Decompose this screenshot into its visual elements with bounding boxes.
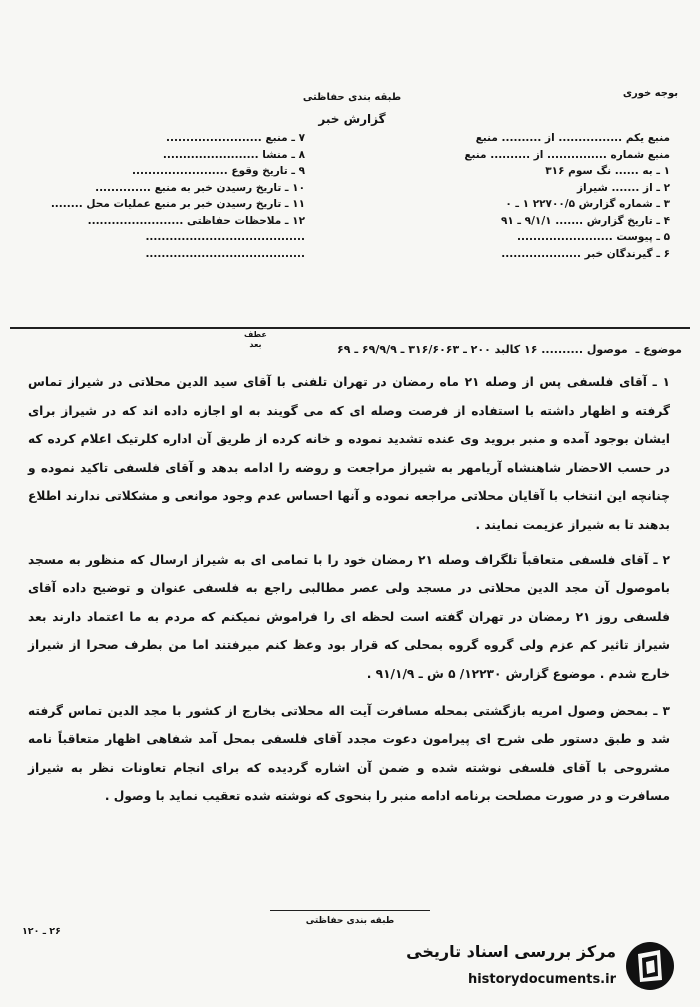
info-left-row: ۸ ـ منشا ........................ [162, 148, 305, 161]
reference-mark-top: عطف [244, 330, 267, 339]
info-right-row: ۴ ـ تاریخ گزارش ....... ۹/۱/۱ ـ ۹۱ [500, 214, 670, 227]
archive-logo-icon [624, 940, 676, 992]
report-body [28, 368, 670, 811]
info-right-row: منبع یکم ................ از .......... منبع [475, 132, 670, 144]
footer-classification: طبقه بندی حفاظتی [305, 916, 395, 926]
security-office-label: طبقه بندی حفاظتی [302, 92, 402, 103]
info-left-row: ۱۲ ـ ملاحظات حفاظتی ........................ [87, 214, 305, 227]
header-divider [10, 327, 690, 329]
report-title: گزارش خبر [318, 112, 386, 126]
paragraph-1: ۱ ـ آقای فلسفی پس از وصله ۲۱ ماه رمضان در تهران تلفنی با آقای سید الدین محلاتی در شیراز تماس گرفته و اظهار داشته با استفاده از فرصت وصله ای که می گویند به او اجازه داده اند که در شیراز برای ایشان بوجود آمده و منبر بروید وی عنده تشدید نموده و خانه کرده از طریق آن اداره کلرتیک اعلام کرده که در حسب الاحضار شاهنشاه آریامهر به شیراز مراجعت و روضه را ادامه بدهد و آقای فلسفی تاکید نموده و چنانچه این انتخاب با آقایان محلاتی مراجعه نموده و آنها احساس عدم وجود موانعی و مشکلاتی ندارند اطلاع بدهند تا به شیراز عزیمت نمایند . [28, 375, 670, 532]
paragraph-2: ۲ ـ آقای فلسفی متعاقباً تلگراف وصله ۲۱ رمضان خود را با تمامی ای به شیراز ارسال که منظور به مسجد باموصول آن مجد الدین محلاتی در مسجد ولی عصر مطالبی راجع به فلسفی عنوان و توضیح داده آقای فلسفی روز ۲۱ رمضان در تهران گفته است لحظه ای را فراموش نمیکنم که مردم به ما اعتماد دارند بعد شیراز تاثیر کم عزم ولی گروه گروه بمحلی که قرار بود وعظ کنم میرفتند اما من بطرف صحرا از شیراز خارج شدم . موضوع گزارش ۱۲۲۳۰/ ۵ ش ـ ۹۱/۱/۹ . [28, 552, 670, 681]
paragraph-3: ۳ ـ بمحض وصول امریه بازگشتی بمحله مسافرت آیت اله محلاتی بخارج از کشور با مجد الدین تماس گرفته شد و طبق دستور طی شرح ای پیرامون دعوت مجدد آقای فلسفی بمحل آمد شفاهی اظهار متعاقباً نامه مشروحی با آقای فلسفی نوشته شده و ضمن آن اشاره گردیده که برای انجام تعاونات نظر به شیراز مسافرت و در صورت مصلحت برنامه ادامه منبر را بنحوی که نوشته شده تعقیب نماید با وصول . [28, 703, 670, 804]
document-code: ۲۶ ـ ۱۲۰ [22, 926, 61, 937]
info-left-row: ........................................ [145, 231, 305, 243]
info-left-row: ۱۰ ـ تاریخ رسیدن خبر به منبع .............. [95, 181, 305, 194]
info-right-row: ۲ ـ از ....... شیراز [577, 181, 670, 194]
info-right-row: منبع شماره ............... از .......... منبع [464, 148, 670, 161]
classification-note: بوجه خوری [622, 88, 678, 99]
info-right-row: ۶ ـ گیرندگان خبر .................... [501, 247, 670, 260]
info-left-row: ........................................ [145, 247, 305, 260]
watermark-title: مرکز بررسی اسناد تاریخی [406, 942, 616, 961]
report-info-left [30, 130, 305, 262]
info-right-row: ۵ ـ پیوست ........................ [517, 231, 670, 243]
watermark [401, 936, 676, 996]
footer-divider [270, 910, 430, 911]
info-left-row: ۹ ـ تاریخ وقوع ........................ [132, 165, 305, 177]
report-info-right [395, 130, 670, 262]
info-left-row: ۷ ـ منبع ........................ [166, 132, 305, 144]
info-left-row: ۱۱ ـ تاریخ رسیدن خبر بر منبع عملیات محل ........ [50, 198, 305, 210]
subject-label: موضوع ـ [635, 343, 682, 356]
watermark-url: historydocuments.ir [467, 972, 616, 987]
subject-text: موصول .......... ۱۶ کالبد ۲۰۰ ـ ۳۱۶/۶۰۶۳ ـ ۶۹/۹/۹ ـ ۶۹ [337, 343, 628, 356]
reference-mark-bottom: بعد [249, 340, 262, 349]
subject-line [18, 343, 682, 356]
info-right-row: ۱ ـ به ...... نگ سوم ۳۱۶ [545, 165, 670, 177]
info-right-row: ۳ ـ شماره گزارش ۲۲۷۰۰/۵ ۱ ـ ۰ [505, 198, 670, 210]
